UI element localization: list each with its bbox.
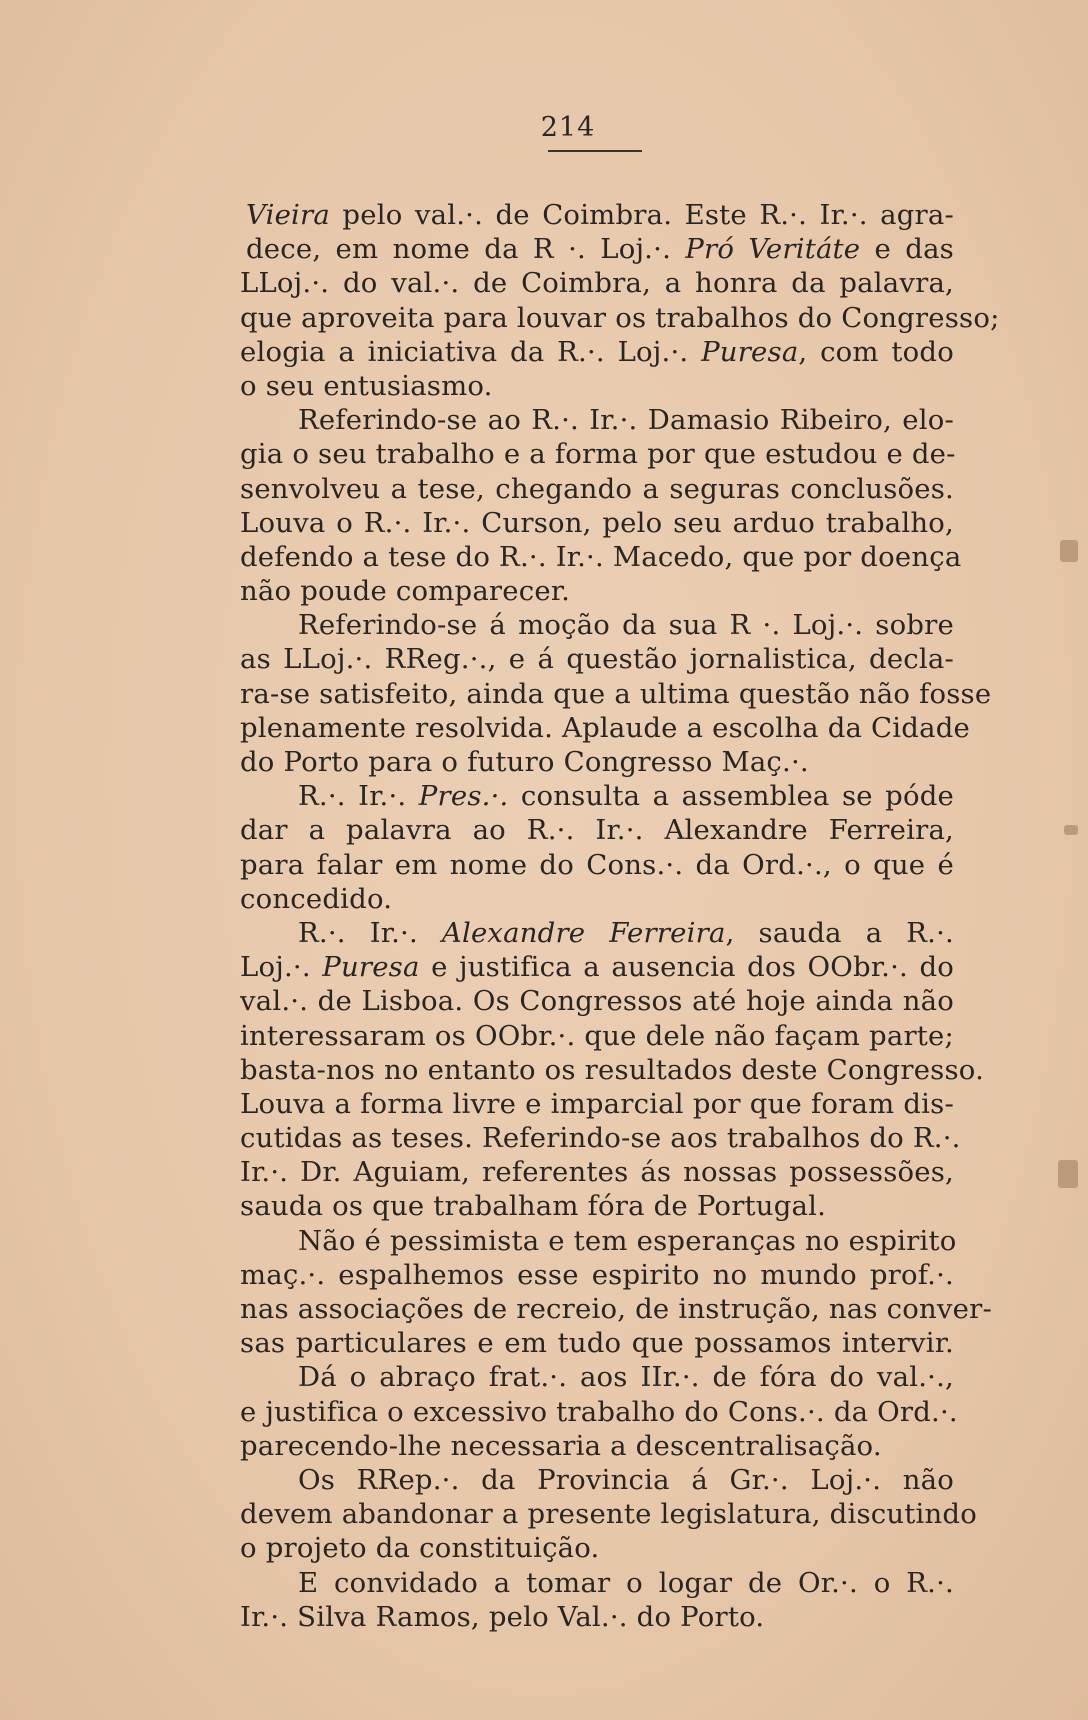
text-run: nas associações de recreio, de instrução, nas conver-: [240, 1293, 992, 1325]
text-run: LLoj.·. do val.·. de Coimbra, a honra da palavra,: [240, 267, 954, 300]
text-run: Louva a forma livre e imparcial por que foram dis-: [240, 1087, 954, 1120]
text-run: R.·. Ir.·.: [298, 916, 442, 949]
text-line: [240, 1326, 954, 1360]
text-run: o projeto da constituição.: [240, 1532, 600, 1565]
text-run: e justifica a ausencia dos OObr.·. do: [419, 951, 954, 984]
text-line: [240, 642, 954, 676]
text-run: e das: [860, 233, 954, 266]
text-run: sauda os que trabalham fóra de Portugal.: [240, 1190, 827, 1223]
text-run: elogia a iniciativa da R.·. Loj.·.: [240, 335, 702, 368]
text-line: [240, 1600, 954, 1634]
text-line: [240, 1121, 961, 1155]
text-line: [240, 608, 954, 642]
text-line: [240, 1053, 985, 1087]
text-run: Ir.·. Dr. Aguiam, referentes ás nossas possessões,: [240, 1156, 954, 1189]
text-run: Os RRep.·. da Provincia á Gr.·. Loj.·. não: [298, 1463, 954, 1496]
margin-stain: [1060, 540, 1078, 562]
italic-text: Puresa: [322, 951, 420, 984]
text-line: [240, 1155, 954, 1189]
margin-stain: [1058, 1160, 1078, 1188]
page-number: 214: [540, 112, 596, 143]
text-line: [240, 266, 954, 300]
text-line: [240, 779, 954, 813]
text-line: [240, 916, 954, 950]
text-run: o seu entusiasmo.: [240, 369, 493, 402]
text-line: [240, 950, 954, 984]
text-line: [240, 1360, 954, 1394]
text-run: cutidas as teses. Referindo-se aos trabalhos do R.·.: [240, 1122, 961, 1155]
italic-text: Puresa: [701, 335, 799, 368]
text-run: dece, em nome da R ·. Loj.·.: [246, 233, 686, 266]
text-run: Não é pessimista e tem esperanças no espirito: [298, 1224, 957, 1257]
text-run: gia o seu trabalho e a forma por que estudou e de-: [240, 438, 956, 471]
text-run: do Porto para o futuro Congresso Maç.·.: [240, 746, 809, 778]
text-run: maç.·. espalhemos esse espirito no mundo prof.·.: [240, 1258, 954, 1291]
text-run: devem abandonar a presente legislatura, discutindo: [240, 1498, 977, 1531]
text-run: Dá o abraço frat.·. aos IIr.·. de fóra do val.·.,: [298, 1361, 954, 1394]
text-line: [240, 1566, 954, 1600]
text-line: [240, 301, 1000, 335]
text-line: [240, 848, 954, 882]
text-line: [240, 1429, 954, 1463]
text-run: Referindo-se á moção da sua R ·. Loj.·. sobre: [298, 609, 954, 642]
text-line: [240, 574, 954, 608]
text-run: , sauda a R.·.: [725, 916, 954, 949]
text-line: [240, 1189, 954, 1223]
text-run: Referindo-se ao R.·. Ir.·. Damasio Ribeiro, elo-: [298, 404, 954, 437]
text-line: [240, 677, 992, 711]
text-run: sas particulares e em tudo que possamos intervir.: [240, 1327, 954, 1360]
margin-stain: [1064, 825, 1078, 835]
text-run: que aproveita para louvar os trabalhos do Congresso;: [240, 301, 1000, 334]
text-run: R.·. Ir.·.: [298, 780, 419, 813]
text-line: [240, 1087, 954, 1121]
text-line: [240, 882, 954, 916]
text-line: [240, 472, 954, 506]
text-run: basta-nos no entanto os resultados deste Congresso.: [240, 1053, 985, 1086]
text-run: para falar em nome do Cons.·. da Ord.·., o que é: [240, 848, 954, 881]
text-line: [240, 506, 954, 540]
text-line: [240, 1531, 954, 1565]
text-line: [240, 984, 954, 1018]
text-run: Ir.·. Silva Ramos, pelo Val.·. do Porto.: [240, 1600, 765, 1633]
text-line: [240, 540, 962, 574]
text-line: [240, 813, 954, 847]
text-run: e justifica o excessivo trabalho do Cons.·. da Ord.·.: [240, 1395, 958, 1428]
text-line: [240, 369, 954, 403]
text-run: interessaram os OObr.·. que dele não façam parte;: [240, 1019, 954, 1052]
italic-text: Pró Veritáte: [685, 233, 861, 266]
text-run: senvolveu a tese, chegando a seguras conclusões.: [240, 472, 954, 505]
text-run: val.·. de Lisboa. Os Congressos até hoje ainda não: [240, 985, 954, 1018]
text-line: [240, 711, 970, 745]
text-run: dar a palavra ao R.·. Ir.·. Alexandre Ferreira,: [240, 814, 954, 847]
body-text: [240, 198, 1000, 1634]
text-line: [240, 1395, 958, 1429]
text-line: [240, 1497, 977, 1531]
text-run: , com todo: [798, 335, 954, 368]
text-run: E convidado a tomar o logar de Or.·. o R.·.: [298, 1566, 954, 1599]
text-line: [240, 437, 954, 471]
text-run: pelo val.·. de Coimbra. Este R.·. Ir.·. agra-: [329, 199, 954, 231]
text-run: as LLoj.·. RReg.·., e á questão jornalistica, decla-: [240, 643, 954, 676]
text-line: [240, 1224, 957, 1258]
text-line: [240, 745, 954, 779]
text-run: defendo a tese do R.·. Ir.·. Macedo, que por doença: [240, 540, 962, 573]
text-run: Louva o R.·. Ir.·. Curson, pelo seu arduo trabalho,: [240, 506, 954, 539]
text-run: plenamente resolvida. Aplaude a escolha da Cidade: [240, 711, 970, 744]
text-run: concedido.: [240, 882, 393, 915]
text-line: [240, 232, 954, 266]
text-line: [240, 335, 954, 369]
text-line: [240, 403, 954, 437]
italic-text: Pres.·.: [418, 780, 509, 813]
text-run: ra-se satisfeito, ainda que a ultima questão não fosse: [240, 677, 992, 710]
text-line: [240, 1463, 954, 1497]
text-run: Loj.·.: [240, 951, 323, 984]
text-line: [240, 1292, 992, 1326]
text-line: [240, 198, 954, 232]
text-run: parecendo-lhe necessaria a descentralisação.: [240, 1429, 882, 1462]
text-run: não poude comparecer.: [240, 575, 571, 608]
page-number-rule: [548, 150, 642, 152]
text-line: [240, 1019, 954, 1053]
text-line: [240, 1258, 954, 1292]
text-run: consulta a assemblea se póde: [508, 780, 954, 813]
italic-text: Vieira: [246, 199, 330, 231]
italic-text: Alexandre Ferreira: [441, 916, 726, 949]
